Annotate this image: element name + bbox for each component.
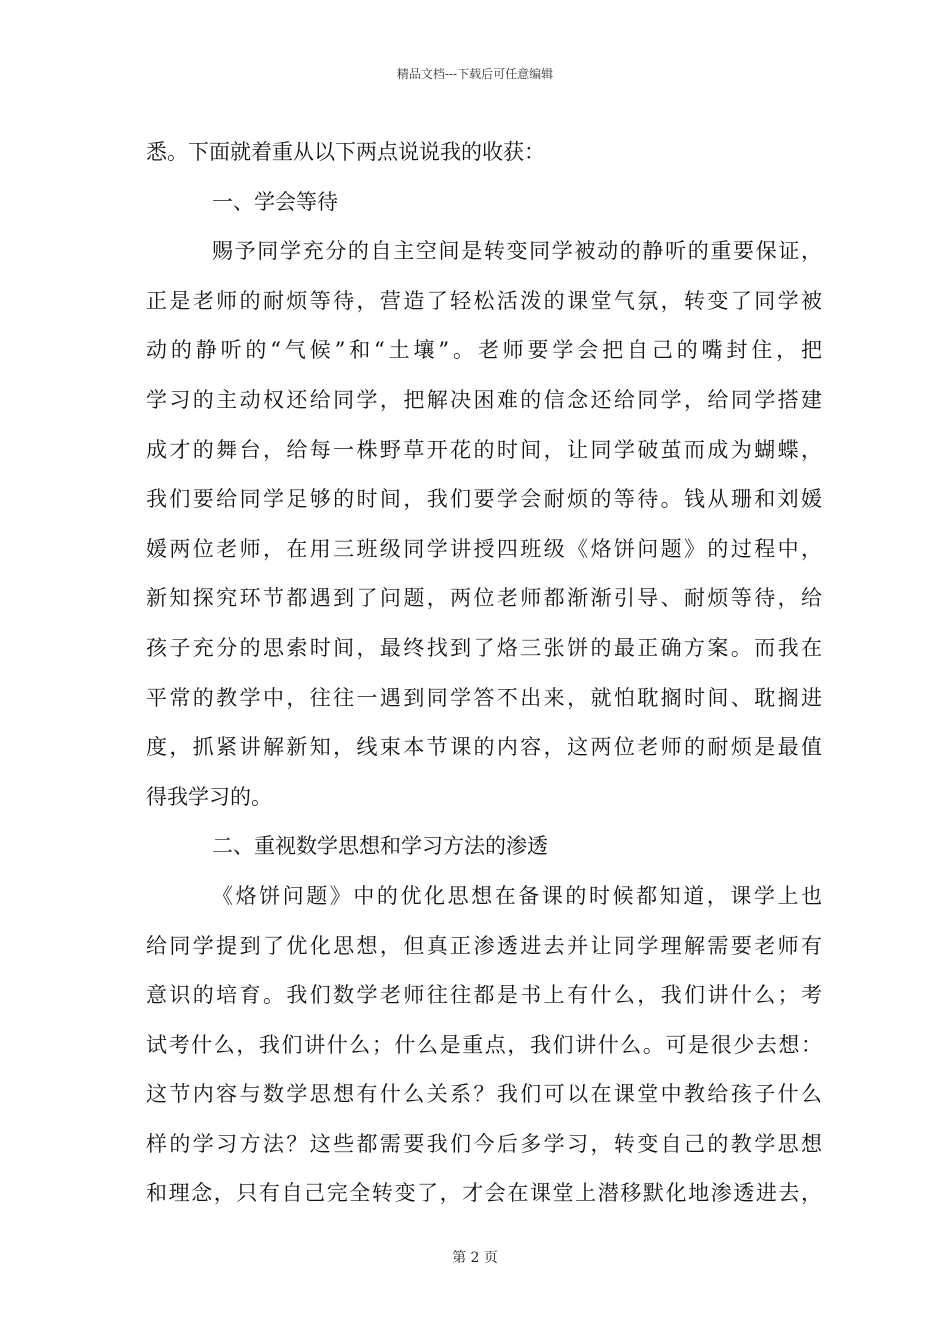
- page-header: 精品文档---下载后可任意编辑: [396, 67, 554, 81]
- text-line: 我们要给同学足够的时间，我们要学会耐烦的等待。钱从珊和刘媛: [146, 487, 822, 512]
- page-number: 第 2 页: [452, 1250, 498, 1266]
- section-heading: 一、学会等待: [212, 189, 338, 214]
- text-line: 动的静听的“气候”和“土壤”。老师要学会把自己的嘴封住，把: [146, 338, 822, 363]
- text-line: 度，抓紧讲解新知，线束本节课的内容，这两位老师的耐烦是最值: [146, 735, 822, 760]
- text-line: 孩子充分的思索时间，最终找到了烙三张饼的最正确方案。而我在: [146, 635, 822, 660]
- text-line: 新知探究环节都遇到了问题，两位老师都渐渐引导、耐烦等待，给: [146, 586, 822, 611]
- text-line: 媛两位老师，在用三班级同学讲授四班级《烙饼问题》的过程中，: [146, 536, 822, 561]
- text-line: 试考什么，我们讲什么；什么是重点，我们讲什么。可是很少去想：: [146, 1032, 822, 1057]
- text-line: 平常的教学中，往往一遇到同学答不出来，就怕耽搁时间、耽搁进: [146, 685, 822, 710]
- text-line: 给同学提到了优化思想，但真正渗透进去并让同学理解需要老师有: [146, 933, 822, 958]
- text-line: 意识的培育。我们数学老师往往都是书上有什么，我们讲什么；考: [146, 983, 822, 1008]
- text-line: 得我学习的。: [146, 784, 272, 809]
- text-line: 《烙饼问题》中的优化思想在备课的时候都知道，课学上也: [212, 883, 822, 908]
- text-line: 样的学习方法？这些都需要我们今后多学习，转变自己的教学思想: [146, 1131, 822, 1156]
- text-line: 和理念，只有自己完全转变了，才会在课堂上潜移默化地渗透进去，: [146, 1181, 822, 1206]
- text-line: 正是老师的耐烦等待，营造了轻松活泼的课堂气氛，转变了同学被: [146, 288, 822, 313]
- text-line: 成才的舞台，给每一株野草开花的时间，让同学破茧而成为蝴蝶，: [146, 437, 822, 462]
- text-line: 悉。下面就着重从以下两点说说我的收获：: [146, 140, 545, 164]
- text-line: 学习的主动权还给同学，把解决困难的信念还给同学，给同学搭建: [146, 387, 822, 412]
- text-line: 赐予同学充分的自主空间是转变同学被动的静听的重要保证，: [212, 239, 822, 264]
- text-line: 这节内容与数学思想有什么关系？我们可以在课堂中教给孩子什么: [146, 1082, 822, 1107]
- document-body: [146, 128, 822, 1219]
- section-heading: 二、重视数学思想和学习方法的渗透: [212, 834, 548, 859]
